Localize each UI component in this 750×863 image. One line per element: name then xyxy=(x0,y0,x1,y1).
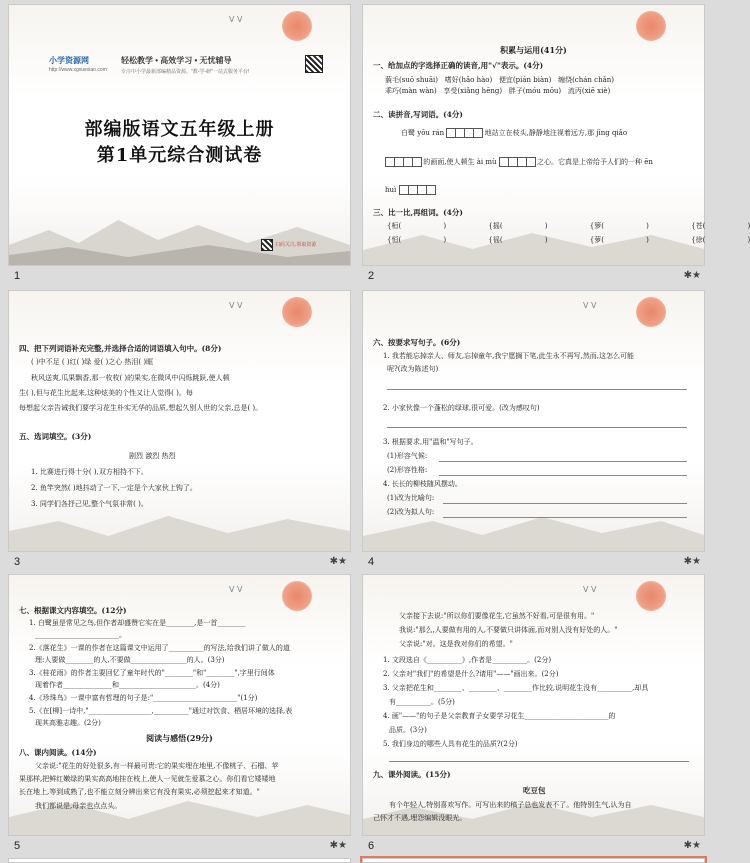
slogan-text: 轻松教学 • 高效学习 • 无忧辅导 xyxy=(121,56,232,65)
question-9: 九、课外阅读。(15分) xyxy=(373,770,451,779)
mountain-decoration xyxy=(9,205,350,265)
question-6-item: 呢?(改为陈述句) xyxy=(387,365,439,373)
qr-code-small-icon xyxy=(261,239,273,251)
question-7-item: 2.《落花生》一课的作者在这篇课文中运用了__________的写法,给我们讲了做人的道 xyxy=(29,644,290,652)
question-7-item: 现其高雅志趣。(2分) xyxy=(35,719,101,727)
text: 地站立在枝头,静静地注视着远方,那 xyxy=(484,129,595,137)
logo-url: http://www.xgxuexiao.com xyxy=(49,67,107,73)
birds-decoration: ᐯ ᐯ xyxy=(229,585,243,594)
question-7-item: 3.《桂花雨》的作者主要回忆了童年时代的"________"和"________",字里行间体 xyxy=(29,669,275,677)
question-5-item: 2. 鱼竿突然( )地抖动了一下,一定是个大家伙上钩了。 xyxy=(31,484,197,492)
qr-code-icon xyxy=(305,55,323,73)
reading-option[interactable]: 胖子(móu mōu) xyxy=(508,86,562,95)
answer-line[interactable] xyxy=(443,503,687,504)
answer-line[interactable] xyxy=(439,461,687,462)
question-7-item: 现着作者______________和______________________。(4分) xyxy=(35,681,220,689)
question-item: 1. 文段选自《__________》,作者是__________。(2分) xyxy=(383,656,552,664)
question-4: 四、把下列词语补充完整,并选择合适的词语填入句中。(8分) xyxy=(19,344,222,353)
question-1: 一、给加点的字选择正确的读音,用"√"表示。(4分) xyxy=(373,61,544,70)
section-heading: 积累与运用(41分) xyxy=(500,45,567,55)
sun-decoration xyxy=(282,11,312,41)
question-7-item: 理:人要做________的人,不要做________________的人。(3分) xyxy=(35,656,225,664)
question-5-words: 剧烈 激烈 热烈 xyxy=(129,452,176,460)
slide-number: 2 xyxy=(368,270,375,282)
question-4-line3: 生( ),但与花生比起来,这种炫美的个性又让人觉得( )。每 xyxy=(19,389,193,397)
slide-thumbnail-7-partial[interactable] xyxy=(8,858,351,863)
star-icon[interactable]: ✱★ xyxy=(683,556,701,567)
sun-decoration xyxy=(282,581,312,611)
answer-box[interactable] xyxy=(526,157,536,167)
star-icon[interactable]: ✱★ xyxy=(683,840,701,851)
question-7-item: 5.《在[柳]一诗中,"__________________,__________"通过对饮食、栖居环境的选择,表 xyxy=(29,707,293,715)
birds-decoration: ᐯ ᐯ xyxy=(229,301,243,310)
question-item: 3. 父亲把花生和________、________、________作比较,说明花生没有__________,却具 xyxy=(383,684,649,692)
question-item: 4. 画"——"的句子是父亲教育子女要学习花生________________________的 xyxy=(383,712,616,720)
pinyin: yōu rán xyxy=(417,129,445,137)
answer-line[interactable] xyxy=(389,761,689,762)
slide-3[interactable] xyxy=(8,290,351,552)
question-7-item: 1. 白鹭虽是常见之鸟,但作者却盛赞它实在是________,是一首________ xyxy=(29,619,246,627)
sun-decoration xyxy=(282,297,312,327)
question-8: 八、课内阅读。(14分) xyxy=(19,748,97,757)
question-4-line4: 每想起父亲告诫我们要学习花生朴实无华的品质,想起久别人世的父亲,总是( )。 xyxy=(19,404,263,412)
deck-title-line1: 部编版语文五年级上册 xyxy=(84,119,275,140)
reading-option[interactable]: 嗜好(hǎo hào) xyxy=(444,76,493,84)
question-3-row2 xyxy=(387,235,750,246)
reading-option[interactable]: 便宜(pián biàn) xyxy=(498,76,552,84)
story-title: 吃豆包 xyxy=(523,786,546,795)
slide-2[interactable] xyxy=(362,4,750,266)
question-item: 有__________。(5分) xyxy=(389,698,455,706)
question-item: 品质。(3分) xyxy=(389,726,427,734)
slide-thumbnail-6[interactable] xyxy=(362,574,705,852)
passage-line: 我说:"那么,人要做有用的人,不要做只讲体面,而对别人没有好处的人。" xyxy=(399,626,618,634)
birds-decoration: ᐯ ᐯ xyxy=(583,585,597,594)
answer-line[interactable] xyxy=(439,475,687,476)
tagline-text: 专注中小学最新部编精品资源。"教-学-研"一站式服务平台! xyxy=(121,69,250,75)
pinyin: jīng qiǎo xyxy=(596,129,628,137)
question-7-item: 4.《珍珠鸟》一课中富有哲理的句子是:"________________________"(1分) xyxy=(29,694,258,702)
pinyin: ài mù xyxy=(476,158,497,166)
logo-text: 小学资源网 xyxy=(49,56,89,65)
story-line: 己怀才不遇,埋怨编辑没眼光。 xyxy=(373,814,467,822)
slide-4[interactable] xyxy=(362,290,705,552)
passage-line: 我们都说是,母亲也点点头。 xyxy=(35,802,122,810)
compare-item[interactable]: {徐( ) xyxy=(691,236,750,244)
slide-8[interactable] xyxy=(362,858,705,863)
passage-line: 父亲说:"对。这是我对你们的希望。" xyxy=(399,640,513,648)
slide-thumbnail-5[interactable] xyxy=(8,574,351,852)
question-5: 五、选词填空。(3分) xyxy=(19,432,92,441)
question-7: 七、根据课文内容填空。(12分) xyxy=(19,606,127,615)
reading-option[interactable]: 藐毛(suō shuāi) xyxy=(385,76,439,84)
question-1-items xyxy=(385,75,695,97)
question-6-item: (2)形容性格: xyxy=(387,466,428,474)
sun-decoration xyxy=(636,11,666,41)
slide-5[interactable] xyxy=(8,574,351,836)
answer-line[interactable] xyxy=(443,517,687,518)
compare-item[interactable]: {摇( ) xyxy=(488,222,548,230)
question-6-item: 3. 根据要求,用"温和"写句子。 xyxy=(383,438,478,446)
question-4-line1: ( )中不足 ( )红( )绿 爱( )之心 热泪( )眶 xyxy=(31,358,154,366)
story-line: 有个年轻人,特别喜欢写作。可写出来的稿子总也发表不了。他特别生气,认为自 xyxy=(389,801,632,809)
question-item: 2. 父亲对"我们"的希望是什么?请用"——"画出来。(2分) xyxy=(383,670,559,678)
slide-number: 6 xyxy=(368,840,375,852)
star-icon[interactable]: ✱★ xyxy=(683,270,701,281)
passage-line: 果那样,把鲜红嫩绿的果实高高地挂在枝上,使人一见就生爱慕之心。你们看它矮矮地 xyxy=(19,775,276,783)
slide-thumbnail-3[interactable] xyxy=(8,290,351,568)
passage-line: 父亲接下去说:"所以你们要像花生,它虽然不好看,可是很有用。" xyxy=(399,612,595,620)
question-3: 三、比一比,再组词。(4分) xyxy=(373,208,463,217)
slide-thumbnail-1[interactable] xyxy=(8,4,351,282)
question-2: 二、读拼音,写词语。(4分) xyxy=(373,110,463,119)
compare-item[interactable]: {箩( ) xyxy=(589,222,649,230)
slide-thumbnail-8-partial[interactable] xyxy=(362,858,705,863)
birds-decoration: ᐯ ᐯ xyxy=(229,15,243,24)
question-2-line2 xyxy=(385,157,653,168)
question-6-item: 1. 我若能忘掉亲人、师友,忘掉童年,我宁愿搁下笔,此生永不再写,然而,这怎么可能 xyxy=(383,352,635,360)
pinyin: huì xyxy=(385,186,397,194)
passage-line: 长在地上,等到成熟了,也不能立刻分辨出来它有没有果实,必须挖起来才知道。" xyxy=(19,788,260,796)
deck-title-line2: 第1单元综合测试卷 xyxy=(96,145,263,166)
footnote-text: 扫码关注,领取资源 xyxy=(275,242,317,248)
question-2-line3 xyxy=(385,185,435,196)
question-6-item: (1)改为比喻句: xyxy=(387,494,435,502)
question-6-item: 4. 长长的柳枝随风摆动。 xyxy=(383,480,462,488)
compare-item[interactable]: {桓( ) xyxy=(387,222,447,230)
compare-item[interactable]: {苍( ) xyxy=(691,222,750,230)
star-icon[interactable]: ✱★ xyxy=(329,840,347,851)
question-6-item: (1)形容气候: xyxy=(387,452,428,460)
slide-7[interactable] xyxy=(8,858,351,863)
slide-6[interactable] xyxy=(362,574,705,836)
reading-option[interactable]: 缠绕(chán chǎn) xyxy=(558,76,614,84)
compare-item[interactable]: {徭( ) xyxy=(488,236,548,244)
slide-thumbnail-4[interactable] xyxy=(362,290,705,568)
text: 之心。它真是上帝给予人们的一种 xyxy=(536,158,642,166)
sun-decoration xyxy=(636,581,666,611)
pinyin: ēn xyxy=(644,158,653,166)
question-5-item: 1. 比赛进行得十分( ),双方相持不下。 xyxy=(31,468,148,476)
question-6: 六、按要求写句子。(6分) xyxy=(373,338,461,347)
question-5-item: 3. 同学们各抒己见,整个气氛非常( )。 xyxy=(31,500,148,508)
question-item: 5. 我们身边的哪些人具有花生的品质?(2分) xyxy=(383,740,518,748)
question-4-line2: 秋风送爽,瓜果飘香,那一枚枚( )的果实,在微风中闪烁跳跃,使人顿 xyxy=(31,374,230,382)
answer-line[interactable] xyxy=(387,427,687,428)
answer-box[interactable] xyxy=(412,157,422,167)
text: 白鹭 xyxy=(401,129,415,137)
slide-number: 5 xyxy=(14,840,21,852)
slide-number: 4 xyxy=(368,556,375,568)
slide-thumbnail-2[interactable] xyxy=(362,4,750,282)
section-heading: 阅读与感悟(29分) xyxy=(146,733,213,743)
question-2-line1 xyxy=(401,128,627,139)
compare-item[interactable]: {萝( ) xyxy=(589,236,649,244)
slide-1[interactable] xyxy=(8,4,351,266)
question-3-row1 xyxy=(387,221,750,232)
compare-item[interactable]: {恒( ) xyxy=(387,236,447,244)
answer-box[interactable] xyxy=(426,185,436,195)
answer-line[interactable] xyxy=(387,389,687,390)
slide-number: 3 xyxy=(14,556,21,568)
sun-decoration xyxy=(636,297,666,327)
question-6-item: (2)改为拟人句: xyxy=(387,508,435,516)
reading-option[interactable]: 流丙(xiē xiè) xyxy=(567,86,611,95)
reading-option[interactable]: 乖巧(màn wàn) xyxy=(385,86,437,95)
slide-number: 1 xyxy=(14,270,21,282)
text: 的画面,使人顿生 xyxy=(423,158,475,166)
birds-decoration: ᐯ ᐯ xyxy=(583,301,597,310)
slide-grid xyxy=(4,0,750,863)
star-icon[interactable]: ✱★ xyxy=(329,556,347,567)
passage-line: 父亲说:"花生的好处很多,有一样最可贵:它的果实埋在地里,不像桃子、石榴、苹 xyxy=(35,762,279,770)
question-7-item: ________________________。 xyxy=(35,631,126,639)
answer-box[interactable] xyxy=(473,128,483,138)
reading-option[interactable]: 享受(xiǎng hēng) xyxy=(443,86,503,95)
question-6-item: 2. 小家伙像一个蓬松的绿球,很可爱。(改为感叹句) xyxy=(383,404,540,412)
